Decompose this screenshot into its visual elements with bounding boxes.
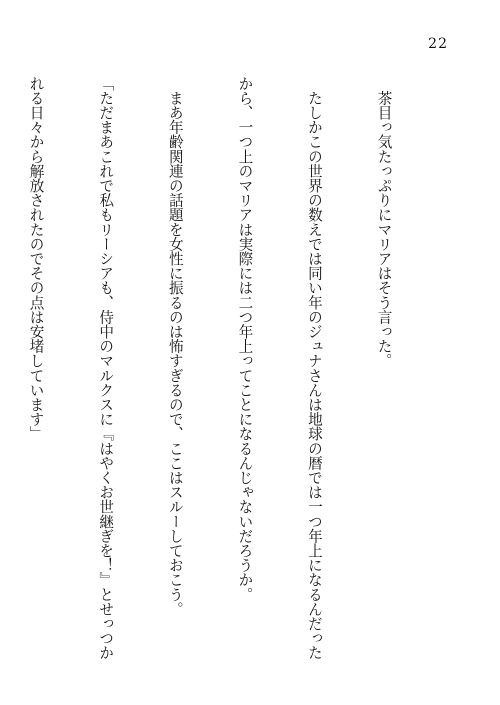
text-line: たしかこの世界の数えでは同い年のジュナさんは地球の暦では一つ年上になるんだった xyxy=(305,76,323,660)
text-line: 「ただまあこれで私もリーシアも、侍中のマルクスに『はやくお世継ぎを！』とせっつか xyxy=(97,76,115,660)
page-number: 22 xyxy=(428,36,448,52)
text-line: 茶目っ気たっぷりにマリアはそう言った。 xyxy=(375,76,393,368)
text-line: から、一つ上のマリアは実際には二つ年上ってことになるんじゃないだろうか。 xyxy=(236,76,254,602)
text-line: まあ年齢関連の話題を女性に振るのは怖すぎるので、ここはスルーしておこう。 xyxy=(166,76,184,617)
text-line: れる日々から解放されたのでその点は安堵しています」 xyxy=(27,76,45,441)
vertical-text-block xyxy=(27,76,442,682)
